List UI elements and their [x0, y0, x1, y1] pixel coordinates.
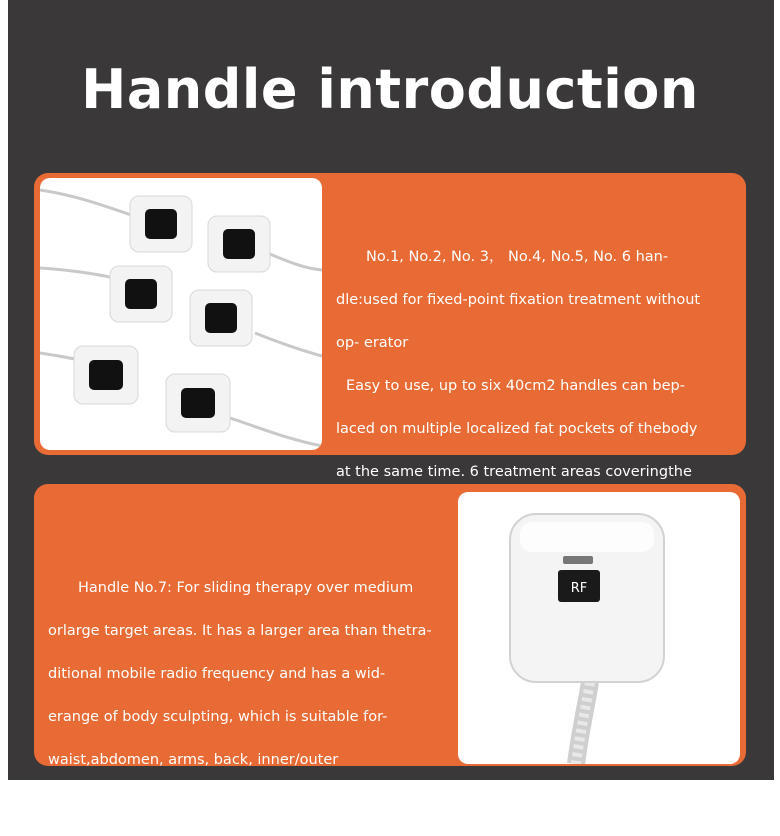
handle-7-panel	[34, 484, 746, 811]
handle-5	[74, 346, 138, 404]
rf-handle-photo	[458, 492, 740, 764]
six-handles-photo	[40, 178, 322, 450]
page-title: Handle introduction	[81, 58, 699, 121]
six-handles-illustration	[40, 178, 322, 450]
handle-2	[208, 216, 270, 272]
desc-line: Handle No.7: For sliding therapy over medium	[78, 579, 414, 596]
desc-line: waist,abdomen, arms, back, inner/outer	[48, 751, 339, 768]
desc-line: orlarge target areas. It has a larger area than thetra-	[48, 622, 432, 639]
handle-4	[190, 290, 252, 346]
desc-line: laced on multiple localized fat pockets of thebody	[336, 420, 698, 437]
desc-line: at the same time. 6 treatment areas coveringthe	[336, 463, 692, 480]
rf-handle-illustration	[458, 492, 740, 764]
desc-line: ditional mobile radio frequency and has a wid-	[48, 665, 386, 682]
desc-line: op- erator	[336, 334, 409, 351]
handle-7-description	[48, 556, 448, 836]
desc-line: No.1, No.2, No. 3， No.4, No.5, No. 6 han-	[366, 248, 669, 265]
rf-label: RF	[570, 581, 588, 596]
handle-6	[166, 374, 230, 432]
desc-line: thighs,buttocks/buttocks.	[48, 794, 233, 811]
handle-3	[110, 266, 172, 322]
handles-1-6-panel	[34, 173, 746, 480]
desc-line: erange of body sculpting, which is suitable for-	[48, 708, 388, 725]
desc-line: Easy to use, up to six 40cm2 handles can bep-	[346, 377, 685, 394]
handle-1	[130, 196, 192, 252]
desc-line: dle:used for fixed-point fixation treatment without	[336, 291, 701, 308]
